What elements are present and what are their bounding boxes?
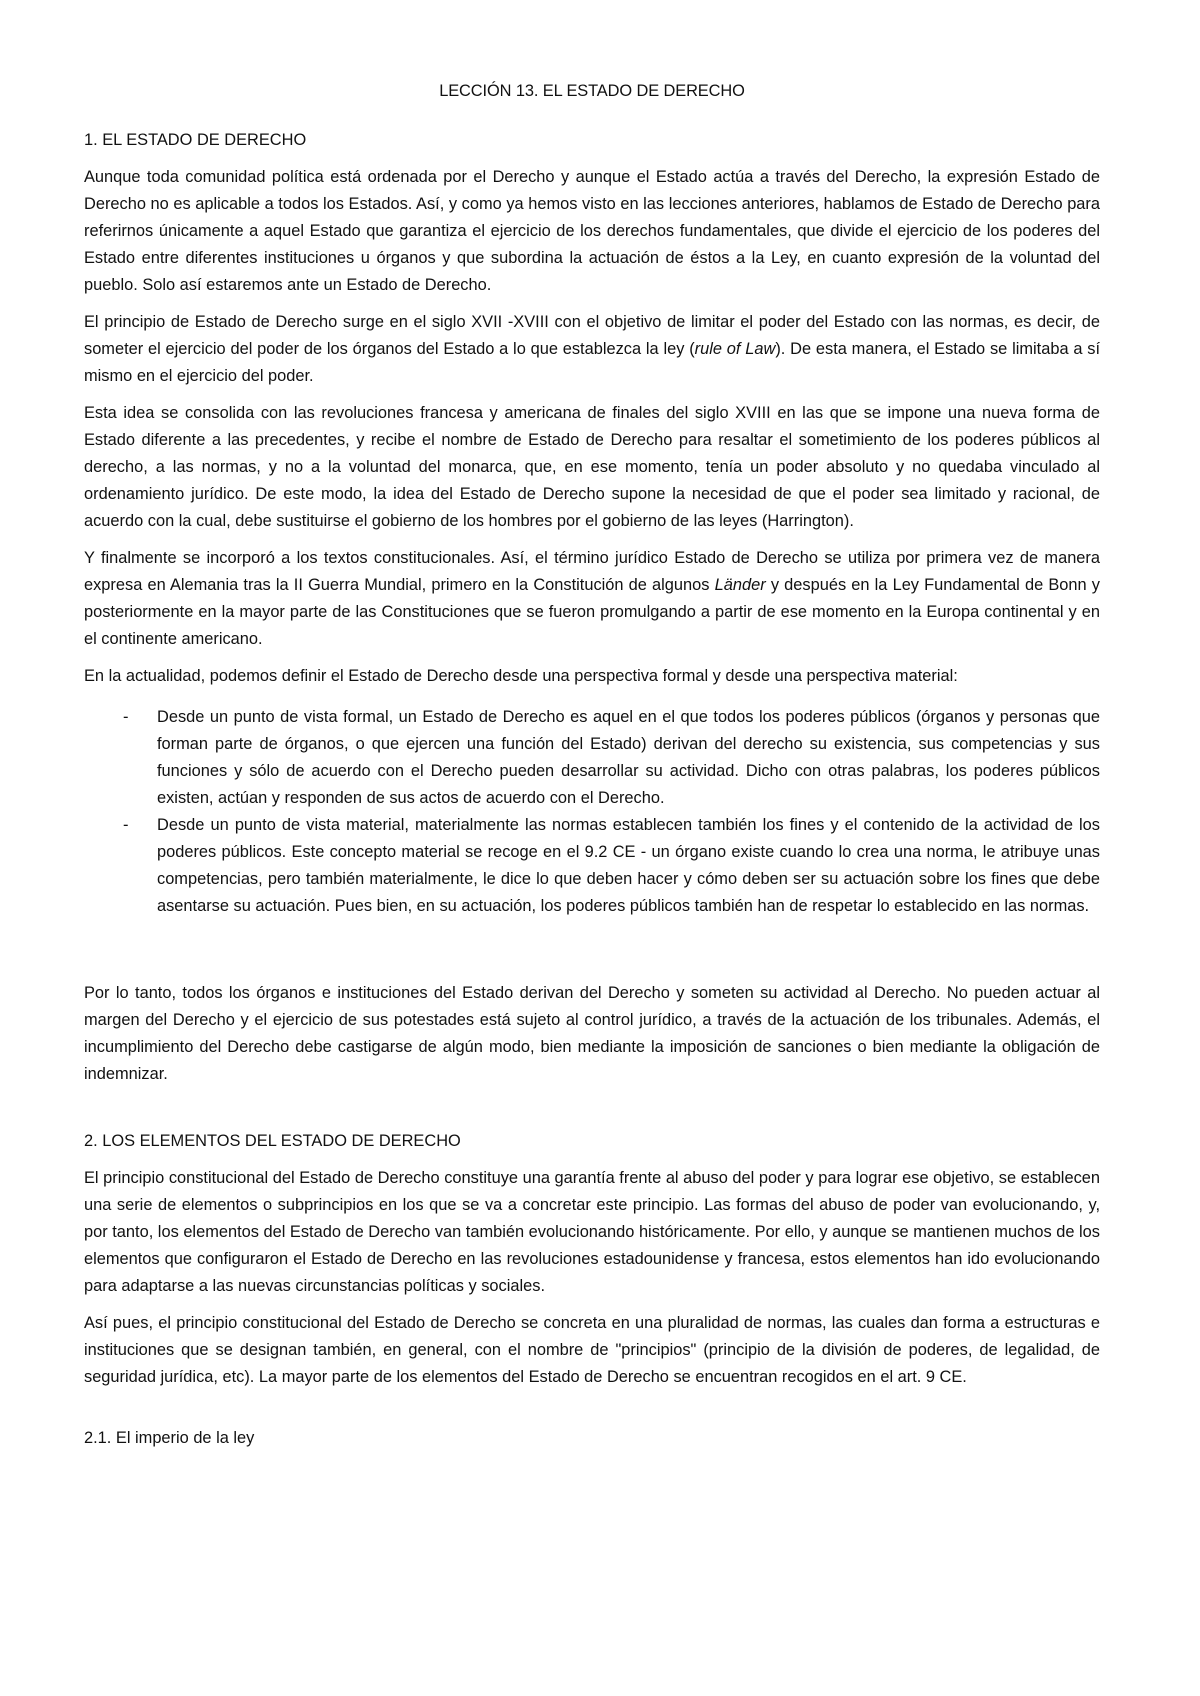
subsection-heading-2-1: 2.1. El imperio de la ley (84, 1429, 255, 1447)
lander-term: Länder (714, 576, 766, 594)
list-marker: - (123, 816, 129, 834)
paragraph-origin-text-b: ). De esta manera, el Estado se limitaba a sí mismo en el ejercicio del poder. (84, 340, 1101, 385)
list-item-text: Desde un punto de vista material, materialmente las normas establecen también los fines y el contenido de la actividad de los poderes públicos. Este concepto material se recoge en el 9.2 CE - un órgano existe cuando lo crea una norma, le atribuye unas competencias, pero también materialmente, le dice lo que deben hacer y cómo deben ser su actuación sobre los fines que debe asentarse su actuación. Pues bien, en su actuación, los poderes públicos también han de respetar lo establecido en las normas. (157, 816, 1100, 915)
section-heading-2: 2. LOS ELEMENTOS DEL ESTADO DE DERECHO (84, 1132, 461, 1150)
paragraph-revolutions: Esta idea se consolida con las revoluciones francesa y americana de finales del siglo XVIII en las que se impone una nueva forma de Estado diferente a las precedentes, y recibe el nombre de Estado de Derecho para resaltar el sometimiento de los poderes públicos al derecho, a las normas, y no a la voluntad del monarca, que, en ese momento, tenía un poder absoluto y no quedaba vinculado al ordenamiento jurídico. De este modo, la idea del Estado de Derecho supone la necesidad de que el poder sea limitado y racional, de acuerdo con la cual, debe sustituirse el gobierno de los hombres por el gobierno de las leyes (Harrington). (84, 404, 1100, 530)
paragraph-perspectives: En la actualidad, podemos definir el Estado de Derecho desde una perspectiva formal y desde una perspectiva material: (84, 667, 958, 685)
paragraph-elements: El principio constitucional del Estado de Derecho constituye una garantía frente al abuso del poder y para lograr ese objetivo, se establecen una serie de elementos o subprincipios en los que se va a concretar este principio. Las formas del abuso de poder van evolucionando, y, por tanto, los elementos del Estado de Derecho van también evolucionando históricamente. Por ello, y aunque se mantienen muchos de los elementos que configuraron el Estado de Derecho en las revoluciones estadounidense y francesa, estos elementos han ido evolucionando para adaptarse a las nuevas circunstancias políticas y sociales. (84, 1169, 1100, 1295)
paragraph-constitutions-text-b: y después en la Ley Fundamental de Bonn y posteriormente en la mayor parte de las Constituciones que se fueron promulgando a partir de ese momento en la Europa continental y en el continente americano. (84, 576, 1100, 648)
paragraph-definition: Aunque toda comunidad política está ordenada por el Derecho y aunque el Estado actúa a través del Derecho, la expresión Estado de Derecho no es aplicable a todos los Estados. Así, y como ya hemos visto en las lecciones anteriores, hablamos de Estado de Derecho para referirnos únicamente a aquel Estado que garantiza el ejercicio de los derechos fundamentales, que divide el ejercicio de los poderes del Estado entre diferentes instituciones u órganos y que subordina la actuación de éstos a la Ley, en cuanto expresión de la voluntad del pueblo. Solo así estaremos ante un Estado de Derecho. (84, 168, 1100, 294)
paragraph-conclusion: Por lo tanto, todos los órganos e instituciones del Estado derivan del Derecho y someten su actividad al Derecho. No pueden actuar al margen del Derecho y el ejercicio de sus potestades está sujeto al control jurídico, a través de la actuación de los tribunales. Además, el incumplimiento del Derecho debe castigarse de algún modo, bien mediante la imposición de sanciones o bien mediante la obligación de indemnizar. (84, 984, 1100, 1083)
list-item-formal (84, 704, 1100, 812)
paragraph-constitutions-text-a: Y finalmente se incorporó a los textos constitucionales. Así, el término jurídico Estado de Derecho se utiliza por primera vez de manera expresa en Alemania tras la II Guerra Mundial, primero en la Constitución de algunos (84, 549, 1100, 594)
rule-of-law-term: rule of Law (694, 340, 776, 358)
spacer (84, 1088, 1100, 1128)
section-heading-1: 1. EL ESTADO DE DERECHO (84, 131, 307, 149)
paragraph-origin (84, 309, 1100, 390)
list-marker: - (123, 708, 129, 726)
document-page (84, 78, 1100, 1452)
spacer (84, 920, 1100, 980)
perspectives-list (84, 704, 1100, 920)
paragraph-principles: Así pues, el principio constitucional del Estado de Derecho se concreta en una pluralidad de normas, las cuales dan forma a estructuras e instituciones que se designan también, en general, con el nombre de "principios" (principio de la división de poderes, de legalidad, de seguridad jurídica, etc). La mayor parte de los elementos del Estado de Derecho se encuentran recogidos en el art. 9 CE. (84, 1314, 1100, 1386)
list-item-material (84, 812, 1100, 920)
paragraph-origin-text-a: El principio de Estado de Derecho surge en el siglo XVII -XVIII con el objetivo de limitar el poder del Estado con las normas, es decir, de someter el ejercicio del poder de los órganos del Estado a lo que establezca la ley ( (84, 313, 1100, 358)
document-title: LECCIÓN 13. EL ESTADO DE DERECHO (439, 82, 745, 100)
spacer (84, 1391, 1100, 1425)
paragraph-constitutions (84, 545, 1100, 653)
list-item-text: Desde un punto de vista formal, un Estado de Derecho es aquel en el que todos los poderes públicos (órganos y personas que forman parte de órganos, o que ejercen una función del Estado) derivan del derecho su existencia, sus competencias y sus funciones y sólo de acuerdo con el Derecho pueden desarrollar su actividad. Dicho con otras palabras, los poderes públicos existen, actúan y responden de sus actos de acuerdo con el Derecho. (157, 708, 1100, 807)
